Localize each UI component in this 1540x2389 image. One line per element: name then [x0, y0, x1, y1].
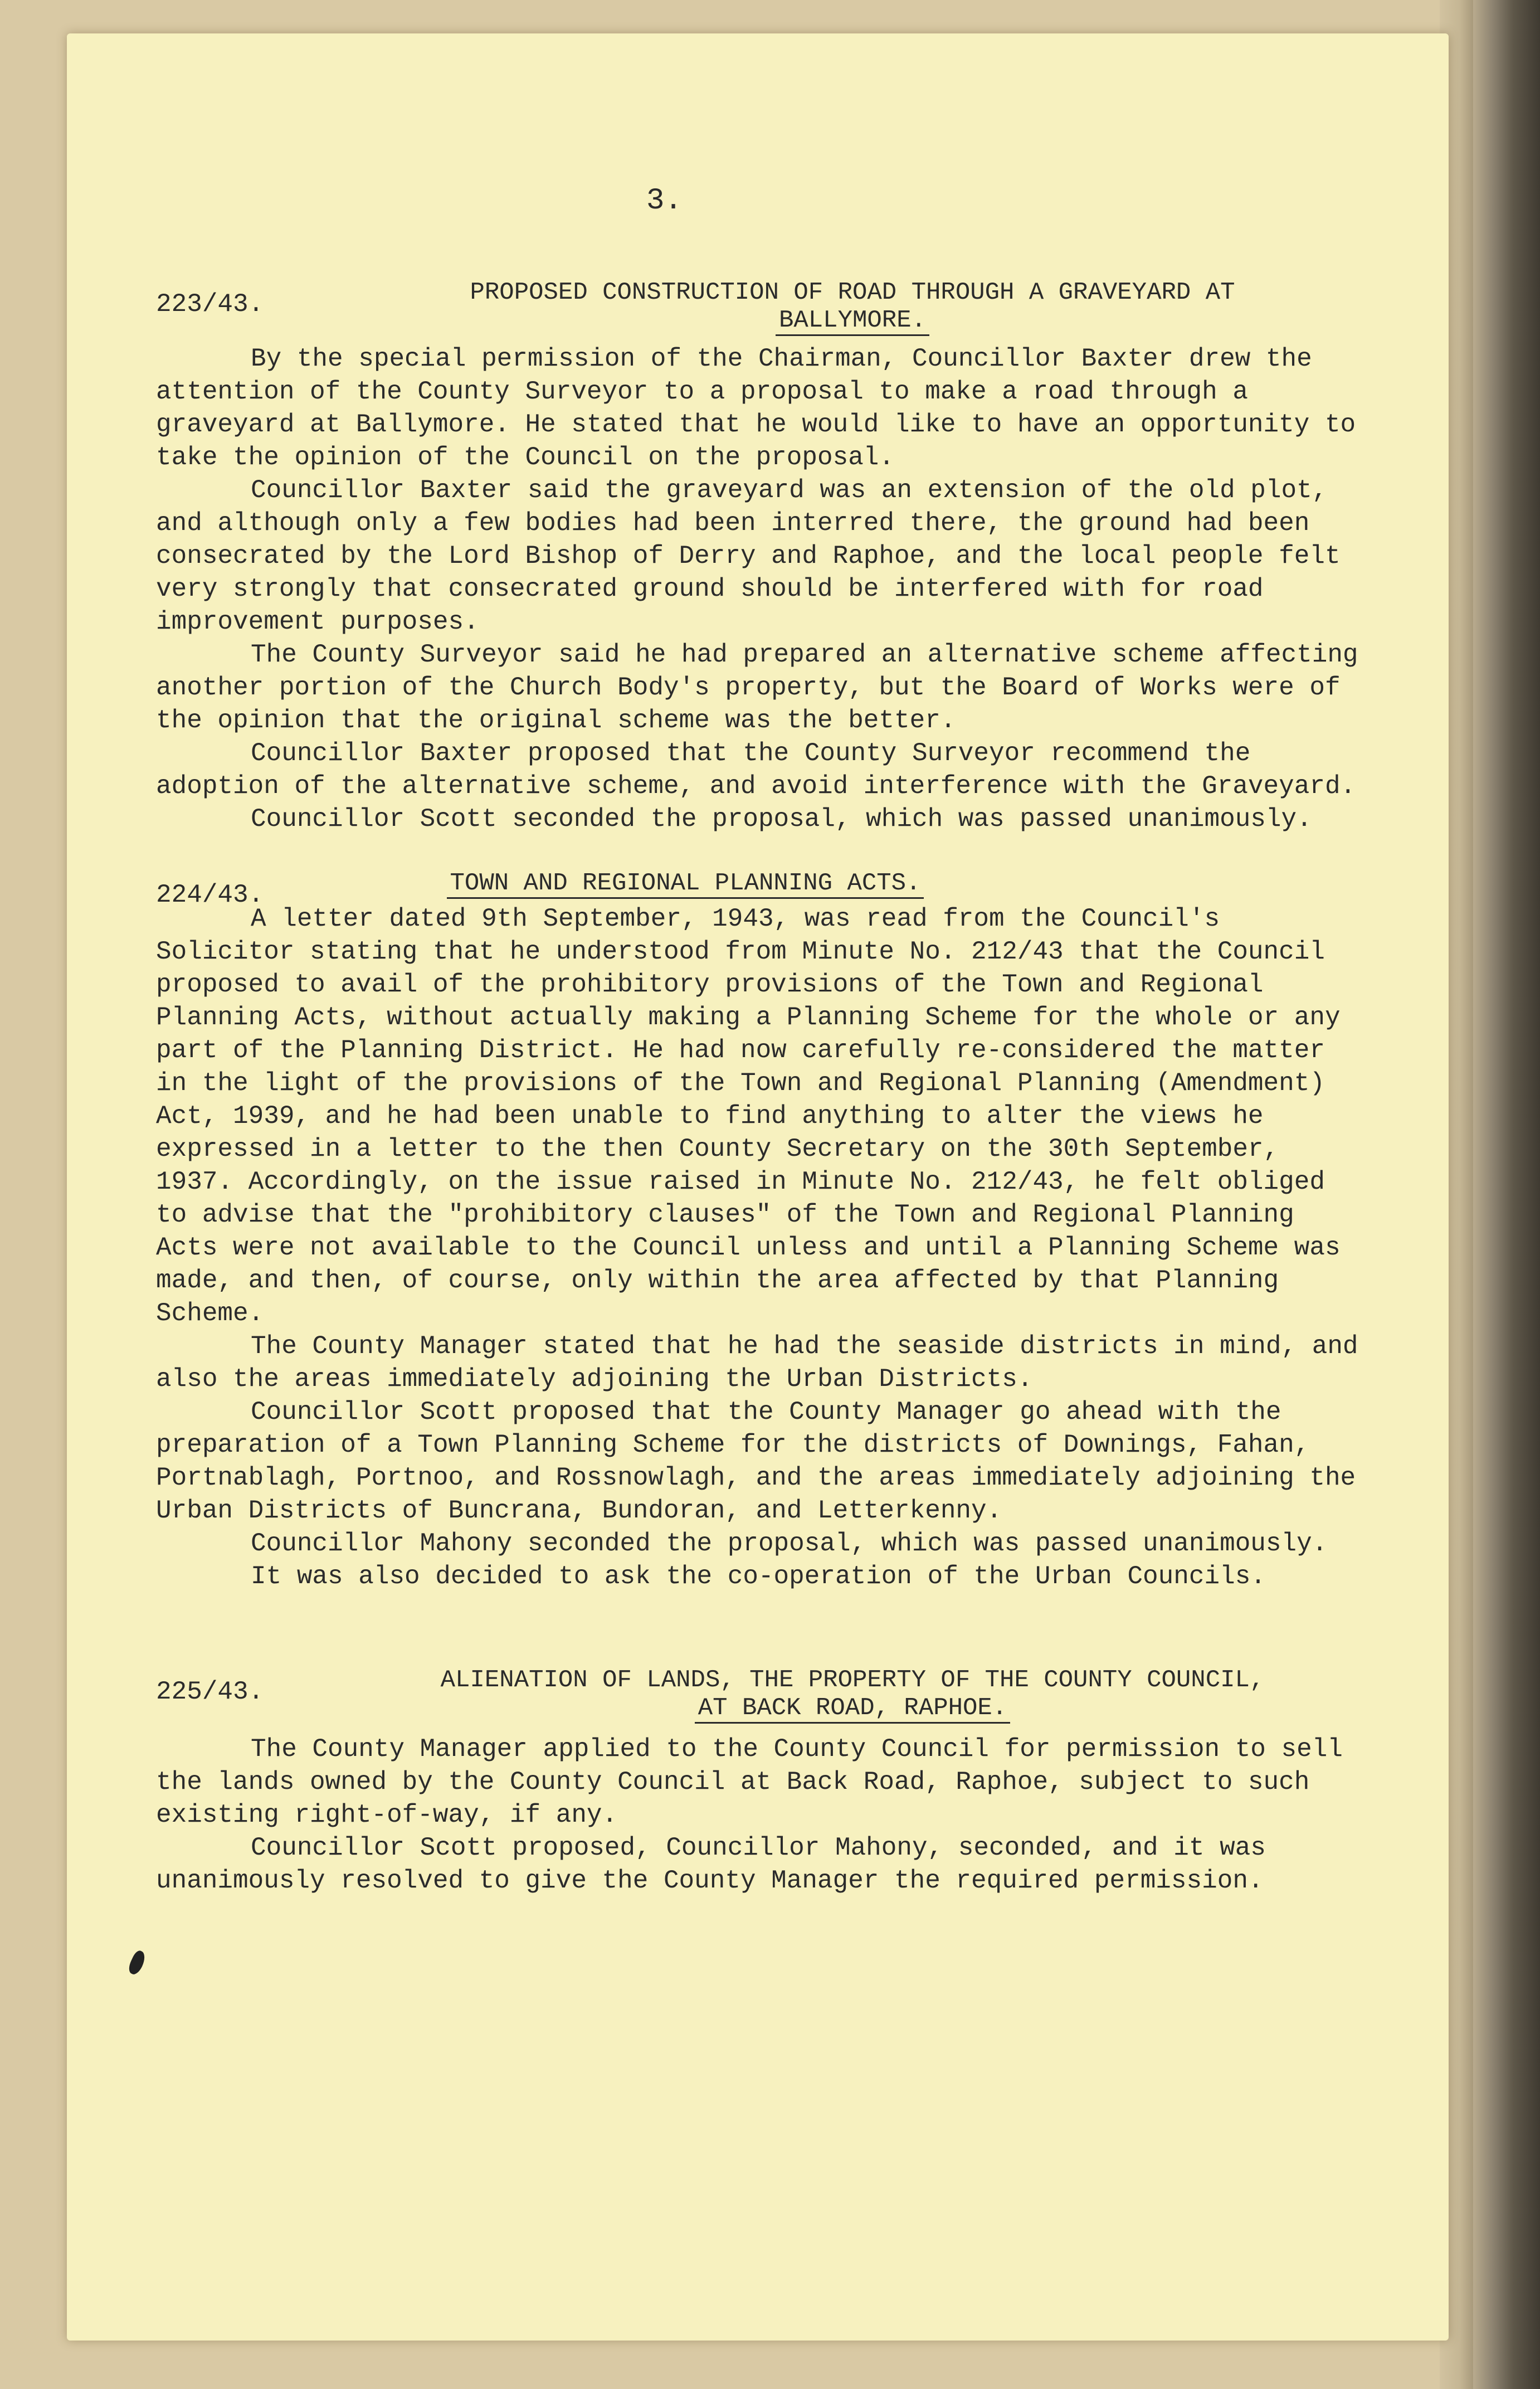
paragraph: A letter dated 9th September, 1943, was read from the Council's Solicitor stating that he understood from Minute No. 212/43 that the Council proposed to avail of the prohibitory provisions of the Town and Regional Planning Acts, without actually making a Planning Scheme for the whole or any part of the Planning District. He had now carefully re-considered the matter in the light of the provisions of the Town and Regional Planning (Amendment) Act, 1939, and he had been unable to find anything to alter the views he expressed in a letter to the then County Secretary on the 30th September, 1937. Accordingly, on the issue raised in Minute No. 212/43, he felt obliged to advise that the "prohibitory clauses" of the Town and Regional Planning Acts were not available to the Council unless and until a Planning Scheme was made, and then, of course, only within the area affected by that Planning Scheme.	[156, 904, 1341, 1328]
minute-number: 223/43.	[156, 290, 264, 319]
document-page	[67, 33, 1449, 2341]
minute-heading	[323, 279, 1382, 336]
paragraph: Councillor Scott seconded the proposal, which was passed unanimously.	[251, 805, 1312, 834]
page-number: 3.	[646, 184, 683, 218]
minute-heading-line1: PROPOSED CONSTRUCTION OF ROAD THROUGH A GRAVEYARD AT	[470, 279, 1235, 306]
paragraph: Councillor Scott proposed that the County Manager go ahead with the preparation of a Town Planning Scheme for the districts of Downings, Fahan, Portnablagh, Portnoo, and Rossnowlagh, and the areas immediately adjoining the Urban Districts of Buncrana, Bundoran, and Letterkenny.	[156, 1398, 1356, 1525]
paragraph: The County Manager applied to the County Council for permission to sell the lands owned by the County Council at Back Road, Raphoe, subject to such existing right-of-way, if any.	[156, 1735, 1343, 1830]
paragraph: Councillor Baxter proposed that the County Surveyor recommend the adoption of the alternative scheme, and avoid interference with the Graveyard.	[156, 739, 1356, 801]
minute-body	[156, 343, 1359, 836]
ink-mark	[126, 1949, 148, 1976]
minute-body	[156, 1733, 1359, 1897]
paragraph: By the special permission of the Chairman, Councillor Baxter drew the attention of the County Surveyor to a proposal to make a road through a graveyard at Ballymore. He stated that he would like to have an opportunity to take the opinion of the Council on the proposal.	[156, 344, 1356, 472]
minute-heading-line2: BALLYMORE.	[776, 306, 929, 336]
minute-heading	[323, 869, 1047, 899]
paragraph: The County Manager stated that he had the seaside districts in mind, and also the areas immediately adjoining the Urban Districts.	[156, 1332, 1358, 1394]
paragraph: It was also decided to ask the co-operation of the Urban Councils.	[251, 1562, 1266, 1591]
minute-body	[156, 903, 1359, 1593]
minute-heading-line1: TOWN AND REGIONAL PLANNING ACTS.	[447, 869, 924, 899]
paragraph: The County Surveyor said he had prepared an alternative scheme affecting another portion of the Church Body's property, but the Board of Works were of the opinion that the original scheme was the better.	[156, 640, 1358, 735]
minute-number: 225/43.	[156, 1677, 264, 1706]
paragraph: Councillor Baxter said the graveyard was an extension of the old plot, and although only a few bodies had been interred there, the ground had been consecrated by the Lord Bishop of Derry and Raphoe, and the local people felt very strongly that consecrated ground should be interfered with for road improvement purposes.	[156, 476, 1341, 636]
minute-heading-line2: AT BACK ROAD, RAPHOE.	[695, 1694, 1011, 1724]
minute-heading-line1: ALIENATION OF LANDS, THE PROPERTY OF THE COUNTY COUNCIL,	[440, 1666, 1265, 1694]
book-binding	[1473, 0, 1540, 2389]
paragraph: Councillor Mahony seconded the proposal, which was passed unanimously.	[251, 1529, 1328, 1558]
minute-heading	[323, 1666, 1382, 1724]
minute-number: 224/43.	[156, 880, 264, 909]
paragraph: Councillor Scott proposed, Councillor Mahony, seconded, and it was unanimously resolved to give the County Manager the required permission.	[156, 1833, 1266, 1895]
